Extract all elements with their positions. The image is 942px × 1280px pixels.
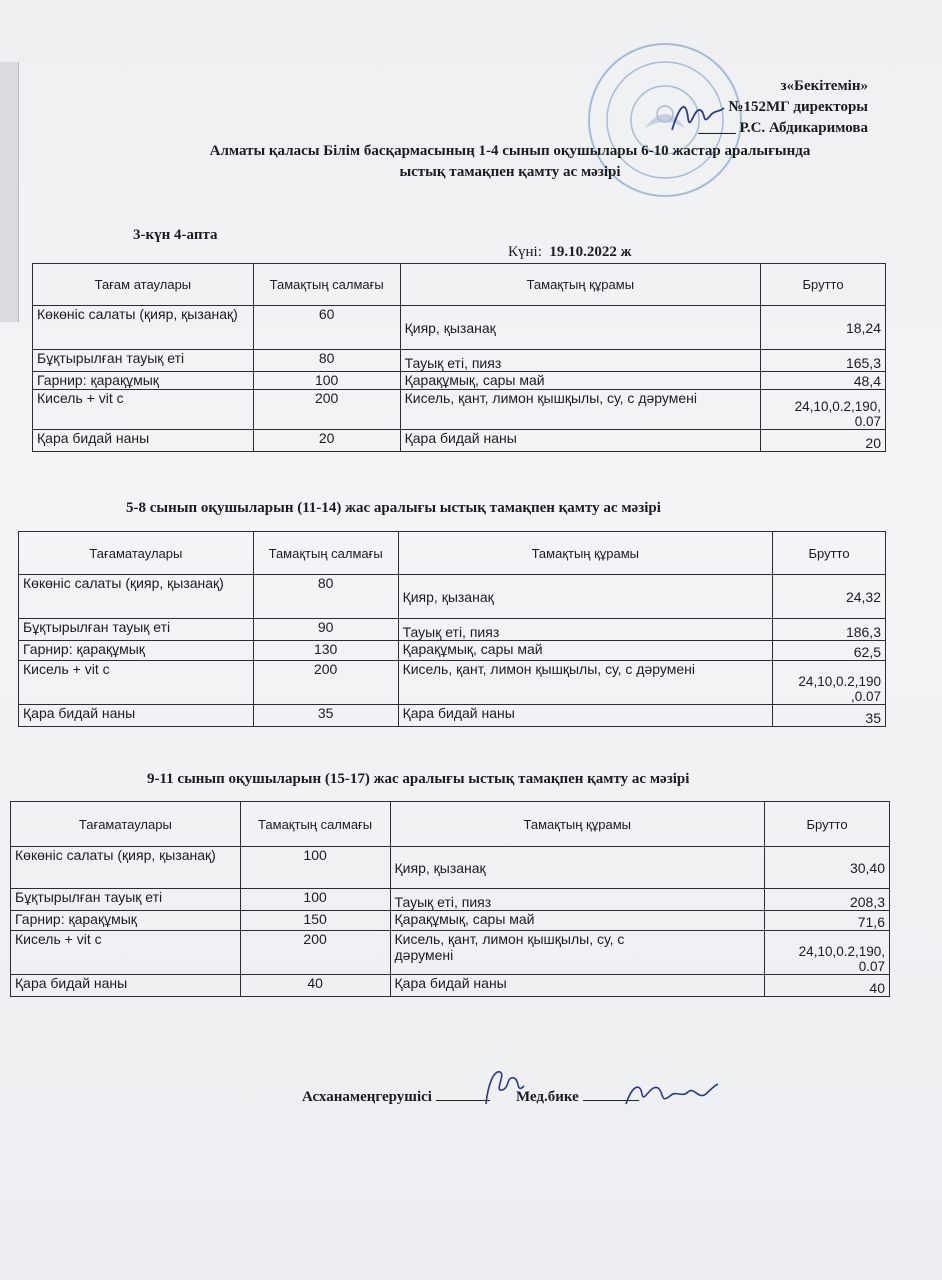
section-title-grades-9-11: 9-11 сынып оқушыларын (15-17) жас аралығы ыстық тамақпен қамту ас мәзірі	[147, 771, 690, 787]
date-line	[508, 244, 632, 261]
table-row	[11, 975, 890, 997]
cell-name: Қара бидай наны	[33, 430, 254, 452]
cell-name: Қара бидай наны	[19, 705, 254, 727]
header-composition: Тамақтың құрамы	[390, 802, 765, 847]
cell-composition: Кисель, қант, лимон қышқылы, су, с дәрумені	[400, 390, 760, 430]
header-composition: Тамақтың құрамы	[398, 532, 772, 575]
table-row	[33, 430, 886, 452]
cell-name: Кисель + vit c	[33, 390, 254, 430]
cell-composition: Қияр, қызанақ	[400, 306, 760, 350]
cell-name: Бұқтырылған тауық еті	[11, 889, 241, 911]
header-brutto: Брутто	[765, 802, 890, 847]
cell-composition: Қарақұмық, сары май	[398, 641, 772, 661]
cell-weight: 200	[253, 390, 400, 430]
menu-table-grades-1-4	[32, 263, 886, 452]
table-row	[11, 889, 890, 911]
table-header-row	[19, 532, 886, 575]
header-dish-name: Тағам атаулары	[33, 264, 254, 306]
nurse-label: Мед.бике	[515, 1089, 579, 1105]
cell-composition: Тауық еті, пияз	[400, 350, 760, 372]
cell-brutto: 35	[773, 705, 886, 727]
header-dish-name: Тағаматаулары	[11, 802, 241, 847]
cell-weight: 90	[253, 619, 398, 641]
header-weight: Тамақтың салмағы	[240, 802, 390, 847]
approval-line-2: №152МГ директоры	[728, 99, 868, 115]
cell-composition: Қара бидай наны	[390, 975, 765, 997]
cell-brutto: 62,5	[773, 641, 886, 661]
header-weight: Тамақтың салмағы	[253, 264, 400, 306]
director-signature	[668, 98, 728, 138]
cell-weight: 200	[240, 931, 390, 975]
header-dish-name: Тағаматаулары	[19, 532, 254, 575]
day-label: 3-күн 4-апта	[133, 227, 218, 243]
table-row	[33, 306, 886, 350]
table-row	[19, 619, 886, 641]
cell-composition: Тауық еті, пияз	[398, 619, 772, 641]
table-row	[11, 931, 890, 975]
cell-weight: 130	[253, 641, 398, 661]
cell-composition: Қияр, қызанақ	[398, 575, 772, 619]
cell-name: Гарнир: қарақұмық	[33, 372, 254, 390]
cell-name: Көкөніс салаты (қияр, қызанақ)	[19, 575, 254, 619]
table-row	[19, 641, 886, 661]
cell-weight: 80	[253, 575, 398, 619]
cell-weight: 60	[253, 306, 400, 350]
cell-brutto: 30,40	[765, 847, 890, 889]
cell-composition: Кисель, қант, лимон қышқылы, су, с дәрумені	[390, 931, 765, 975]
table-row	[33, 350, 886, 372]
cell-brutto: 18,24	[761, 306, 886, 350]
cell-name: Гарнир: қарақұмық	[19, 641, 254, 661]
table-header-row	[33, 264, 886, 306]
table-row	[33, 390, 886, 430]
header-weight: Тамақтың салмағы	[253, 532, 398, 575]
cell-name: Бұқтырылған тауық еті	[19, 619, 254, 641]
table-row	[19, 661, 886, 705]
cell-composition: Қарақұмық, сары май	[390, 911, 765, 931]
cell-weight: 40	[240, 975, 390, 997]
cell-brutto: 71,6	[765, 911, 890, 931]
date-label: Күні:	[508, 244, 542, 260]
cook-label: Асханамеңгерушісі	[302, 1089, 432, 1105]
cell-weight: 200	[253, 661, 398, 705]
cell-weight: 80	[253, 350, 400, 372]
header-brutto: Брутто	[761, 264, 886, 306]
signature-footer	[302, 1086, 639, 1106]
menu-table-grades-9-11	[10, 801, 890, 997]
cell-brutto: 165,3	[761, 350, 886, 372]
cell-name: Қара бидай наны	[11, 975, 241, 997]
cell-composition: Кисель, қант, лимон қышқылы, су, с дәрумені	[398, 661, 772, 705]
cell-name: Кисель + vit c	[11, 931, 241, 975]
nurse-signature	[622, 1076, 722, 1111]
cell-brutto: 40	[765, 975, 890, 997]
cell-brutto: 24,32	[773, 575, 886, 619]
cell-name: Көкөніс салаты (қияр, қызанақ)	[33, 306, 254, 350]
cell-name: Көкөніс салаты (қияр, қызанақ)	[11, 847, 241, 889]
header-composition: Тамақтың құрамы	[400, 264, 760, 306]
menu-table-grades-5-8	[18, 531, 886, 727]
paper-fold	[0, 62, 19, 322]
cell-composition: Қара бидай наны	[400, 430, 760, 452]
cell-brutto: 24,10,0.2,190 ,0.07	[773, 661, 886, 705]
title-line-2: ыстық тамақпен қамту ас мәзірі	[399, 164, 621, 180]
cell-composition: Қарақұмық, сары май	[400, 372, 760, 390]
header-brutto: Брутто	[773, 532, 886, 575]
table-header-row	[11, 802, 890, 847]
section-title-grades-5-8: 5-8 сынып оқушыларын (11-14) жас аралығы ыстық тамақпен қамту ас мәзірі	[126, 500, 661, 516]
page-title	[150, 141, 870, 183]
cell-name: Гарнир: қарақұмық	[11, 911, 241, 931]
cell-composition: Тауық еті, пияз	[390, 889, 765, 911]
table-row	[11, 847, 890, 889]
cell-weight: 20	[253, 430, 400, 452]
title-line-1: Алматы қаласы Білім басқармасының 1-4 сынып оқушылары 6-10 жастар аралығында	[209, 143, 811, 159]
cell-brutto: 186,3	[773, 619, 886, 641]
table-row	[19, 705, 886, 727]
cell-weight: 100	[253, 372, 400, 390]
cell-brutto: 48,4	[761, 372, 886, 390]
approval-line-3: _____ Р.С. Абдикаримова	[698, 120, 868, 136]
cook-signature	[480, 1064, 530, 1109]
table-row	[11, 911, 890, 931]
cell-brutto: 20	[761, 430, 886, 452]
cell-weight: 35	[253, 705, 398, 727]
cell-brutto: 208,3	[765, 889, 890, 911]
date-value: 19.10.2022 ж	[549, 244, 632, 260]
cell-brutto: 24,10,0.2,190, 0.07	[765, 931, 890, 975]
cell-name: Кисель + vit c	[19, 661, 254, 705]
cell-name: Бұқтырылған тауық еті	[33, 350, 254, 372]
cell-composition: Қара бидай наны	[398, 705, 772, 727]
cell-composition: Қияр, қызанақ	[390, 847, 765, 889]
cell-weight: 100	[240, 847, 390, 889]
table-row	[19, 575, 886, 619]
approval-line-1: з«Бекітемін»	[780, 78, 868, 94]
cell-brutto: 24,10,0.2,190, 0.07	[761, 390, 886, 430]
table-row	[33, 372, 886, 390]
cell-weight: 100	[240, 889, 390, 911]
cell-weight: 150	[240, 911, 390, 931]
